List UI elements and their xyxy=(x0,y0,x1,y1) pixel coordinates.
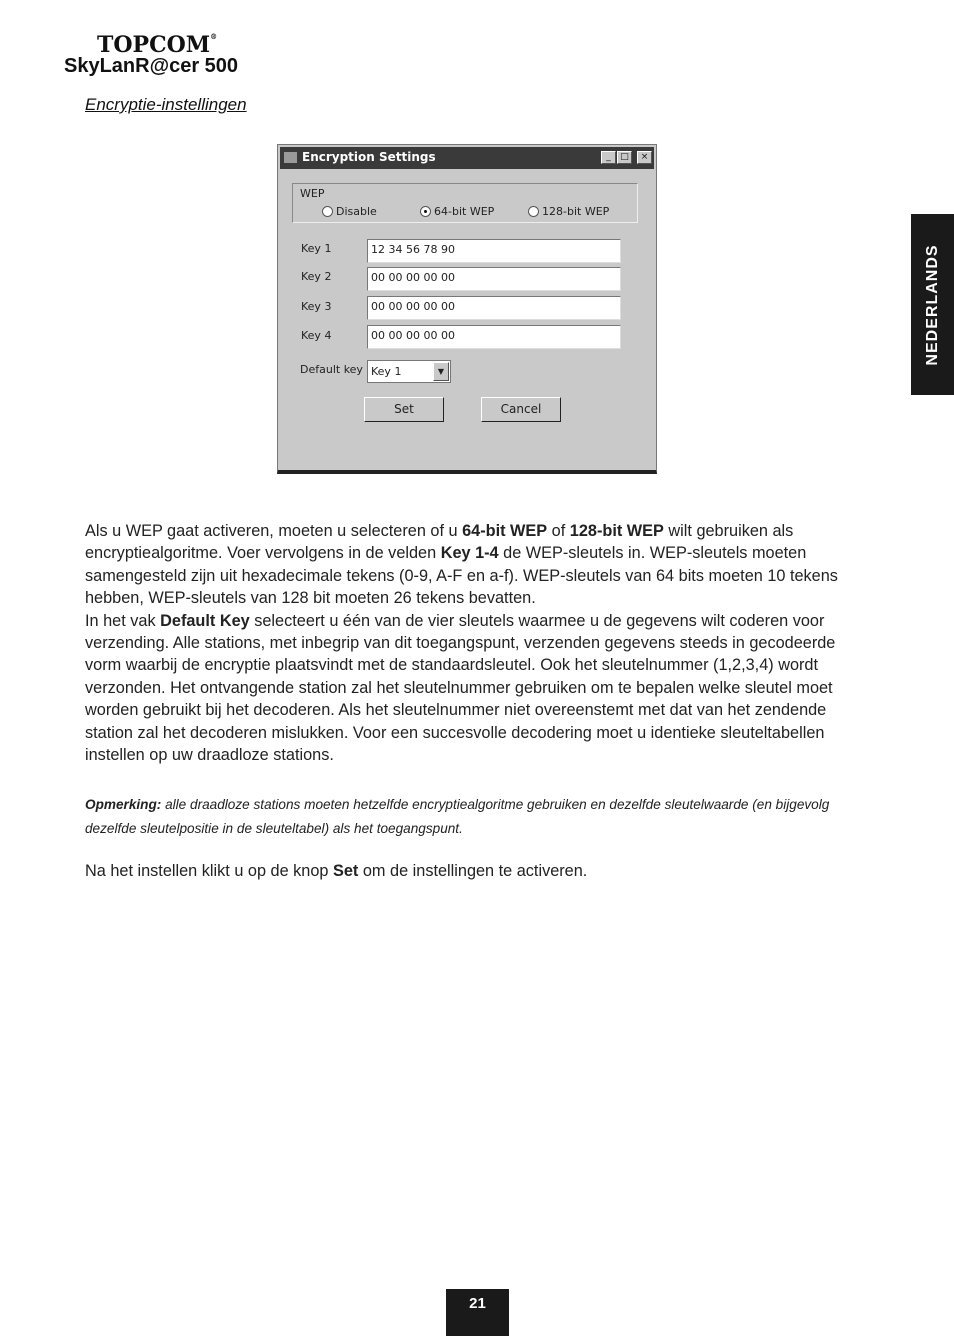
final-instruction: Na het instellen klikt u op de knop Set om de instellingen te activeren. xyxy=(85,862,588,880)
radio-disable[interactable]: Disable xyxy=(322,205,377,218)
radio-dot xyxy=(528,206,539,217)
wep-label: WEP xyxy=(300,187,325,200)
paragraph-default-key: In het vak Default Key selecteert u één van de vier sleutels waarmee u de gegevens wilt coderen voor verzending. Alle stations, met inbegrip van dit toegangspunt, verzenden gegevens steeds in gecodeerde vorm waarbij de encryptie plaatsvindt met de standaardsleutel. Ook het sleutelnummer (1,2,3,4) wordt verzonden. Het ontvangende station zal het sleutelnummer gebruiken om te bepalen welke sleutel moet worden gebruikt bij het decoderen. Als het sleutelnummer niet overeenstemt met dat van het zendende station zal het decoderen mislukken. Voor een succesvolle decodering moet u identieke sleuteltabellen instellen op uw draadloze stations. xyxy=(85,611,836,765)
section-title: Encryptie-instellingen xyxy=(85,95,247,114)
window-menu-icon[interactable] xyxy=(284,152,297,163)
language-tab-label: NEDERLANDS xyxy=(923,243,941,366)
close-icon[interactable]: × xyxy=(637,151,652,164)
key3-input[interactable]: 00 00 00 00 00 xyxy=(367,296,621,320)
language-tab xyxy=(911,214,954,395)
page-number: 21 xyxy=(446,1289,509,1336)
default-key-label: Default key xyxy=(300,363,363,376)
key3-label: Key 3 xyxy=(301,300,332,313)
dialog-title: Encryption Settings xyxy=(302,150,436,164)
brand-logo: TOPCOM® xyxy=(97,32,218,58)
body-text xyxy=(85,520,870,766)
key2-input[interactable]: 00 00 00 00 00 xyxy=(367,267,621,291)
encryption-settings-dialog xyxy=(277,144,657,474)
minimize-icon[interactable]: _ xyxy=(601,151,616,164)
maximize-icon[interactable]: □ xyxy=(617,151,632,164)
key1-label: Key 1 xyxy=(301,242,332,255)
chevron-down-icon[interactable]: ▼ xyxy=(433,362,449,381)
key1-input[interactable]: 12 34 56 78 90 xyxy=(367,239,621,263)
product-name: SkyLanR@cer 500 xyxy=(64,55,239,77)
set-button[interactable]: Set xyxy=(364,397,444,422)
key2-label: Key 2 xyxy=(301,270,332,283)
key4-input[interactable]: 00 00 00 00 00 xyxy=(367,325,621,349)
radio-dot xyxy=(322,206,333,217)
radio-64bit-wep[interactable]: 64-bit WEP xyxy=(420,205,494,218)
radio-128bit-wep[interactable]: 128-bit WEP xyxy=(528,205,609,218)
key4-label: Key 4 xyxy=(301,329,332,342)
default-key-select[interactable]: Key 1 ▼ xyxy=(367,360,451,383)
cancel-button[interactable]: Cancel xyxy=(481,397,561,422)
note: Opmerking: alle draadloze stations moeten hetzelfde encryptiealgoritme gebruiken en dezelfde sleutelwaarde (en bijgevolg dezelfde sleutelpositie in de sleuteltabel) als het toegangspunt. xyxy=(85,797,830,836)
dialog-titlebar xyxy=(280,147,654,169)
radio-dot xyxy=(420,206,431,217)
paragraph-wep: Als u WEP gaat activeren, moeten u selecteren of u 64-bit WEP of 128-bit WEP wilt gebruiken als encryptiealgoritme. Voer vervolgens in de velden Key 1-4 de WEP-sleutels in. WEP-sleutels moeten samengesteld zijn uit hexadecimale tekens (0-9, A-F en a-f). WEP-sleutels van 64 bits moeten 10 tekens hebben, WEP-sleutels van 128 bit moeten 26 tekens bevatten. xyxy=(85,522,838,608)
